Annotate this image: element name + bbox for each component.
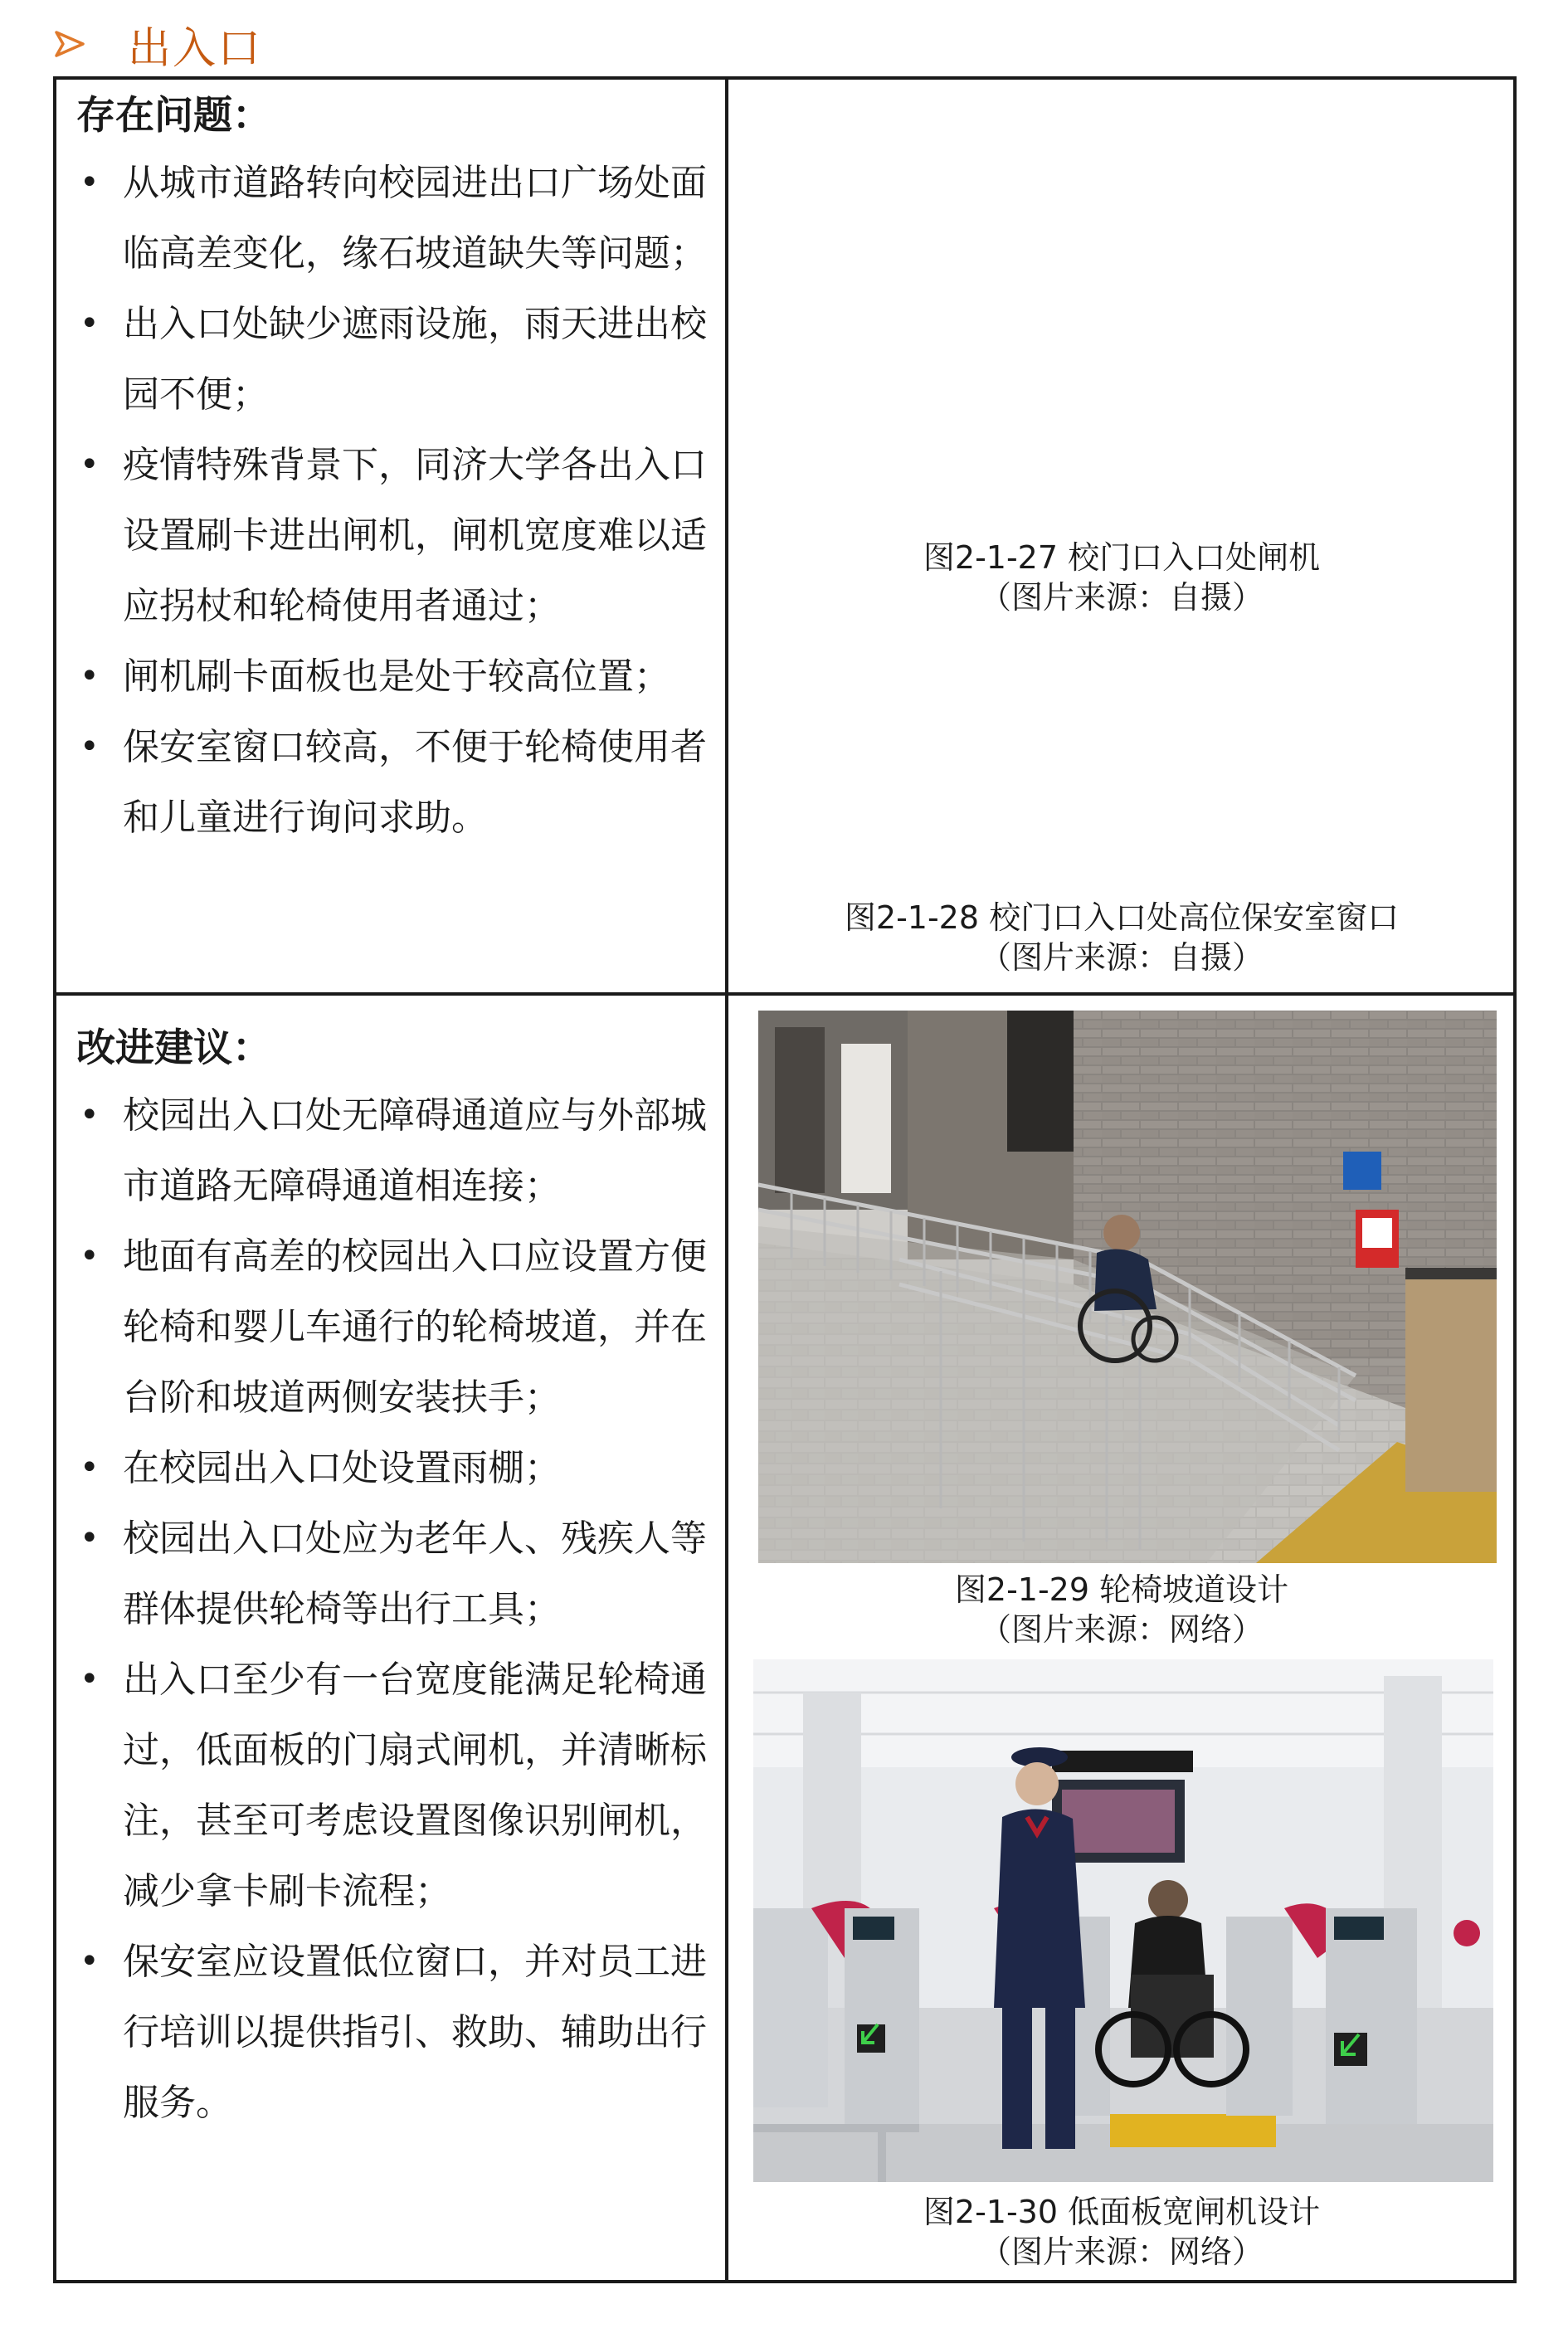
suggestions-list [76, 1080, 707, 2138]
wide-gate-photo [753, 1659, 1493, 2182]
list-item: • 疫情特殊背景下，同济大学各出入口设置刷卡进出闸机，闸机宽度难以适应拐杖和轮椅使用者通过； [76, 430, 707, 641]
list-item: • 从城市道路转向校园进出口广场处面临高差变化，缘石坡道缺失等问题； [76, 148, 707, 289]
figure-caption: 图2-1-27 校门口入口处闸机 [923, 539, 1321, 576]
problems-cell [76, 86, 707, 853]
problems-list [76, 148, 707, 853]
section-title: 出入口 [128, 23, 263, 74]
section-heading [53, 15, 262, 73]
figure-caption: 图2-1-30 低面板宽闸机设计 [923, 2194, 1321, 2230]
list-item: • 出入口处缺少遮雨设施，雨天进出校园不便； [76, 289, 707, 430]
list-item: • 保安室窗口较高，不便于轮椅使用者和儿童进行询问求助。 [76, 712, 707, 853]
arrowhead-icon [53, 27, 86, 61]
figure-caption: 图2-1-29 轮椅坡道设计 [954, 1571, 1289, 1608]
suggestions-cell [76, 1019, 707, 2138]
figure-source: （图片来源：网络） [979, 2234, 1264, 2270]
list-item: • 出入口至少有一台宽度能满足轮椅通过，低面板的门扇式闸机，并清晰标注，甚至可考虑设置图像识别闸机，减少拿卡刷卡流程； [76, 1644, 707, 1927]
figure-30-caption [730, 2192, 1513, 2272]
list-item: • 保安室应设置低位窗口，并对员工进行培训以提供指引、救助、辅助出行服务。 [76, 1927, 707, 2138]
table-column-divider [725, 76, 728, 2283]
figure-29-caption [730, 1570, 1513, 1649]
figure-source: （图片来源：自摄） [979, 579, 1264, 616]
list-item: • 在校园出入口处设置雨棚； [76, 1433, 707, 1503]
list-item: • 地面有高差的校园出入口应设置方便轮椅和婴儿车通行的轮椅坡道，并在台阶和坡道两侧安装扶手； [76, 1221, 707, 1433]
figure-caption: 图2-1-28 校门口入口处高位保安室窗口 [844, 899, 1400, 936]
wheelchair-ramp-photo [758, 1011, 1497, 1563]
figure-source: （图片来源：网络） [979, 1611, 1264, 1648]
suggestions-title: 改进建议： [76, 1025, 271, 1071]
table-row-divider [53, 992, 1517, 996]
figure-source: （图片来源：自摄） [979, 939, 1264, 976]
list-item: • 校园出入口处应为老年人、残疾人等群体提供轮椅等出行工具； [76, 1503, 707, 1644]
figure-28-caption [730, 898, 1513, 977]
list-item: • 校园出入口处无障碍通道应与外部城市道路无障碍通道相连接； [76, 1080, 707, 1221]
problems-title: 存在问题： [76, 93, 271, 139]
figure-27-caption [730, 538, 1513, 617]
list-item: • 闸机刷卡面板也是处于较高位置； [76, 641, 707, 712]
